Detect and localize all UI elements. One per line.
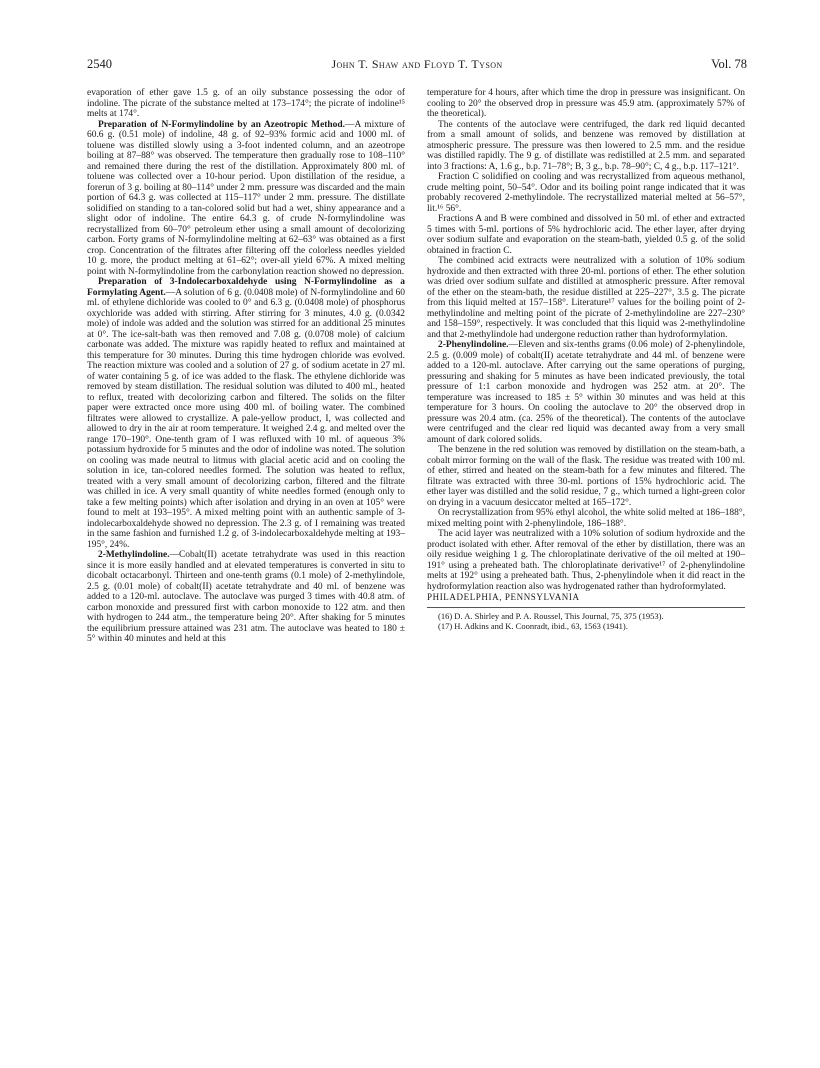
running-title: John T. Shaw and Floyd T. Tyson xyxy=(331,57,503,71)
footnotes xyxy=(427,611,745,631)
paragraph-text: Fractions A and B were combined and dissolved in 50 ml. of ether and extracted 5 times with 5-ml. portions of 5% hydrochloric acid. The ether layer, after drying over sodium sulfate and evaporation on the steam-bath, yielded 0.5 g. of the solid obtained in fraction C. xyxy=(427,214,745,256)
paragraph-text: The combined acid extracts were neutralized with a solution of 10% sodium hydroxide and then extracted with three 20-ml. portions of ether. The ether solution was dried over sodium sulfate and distilled at atmospheric pressure. After removal of the ether on the steam-bath, the residue distilled at 225–227°, 3.5 g. The picrate from this liquid melted at 157–158°. Literature¹⁷ values for the boiling point of 2-methylindoline and melting point of the picrate of 2-methylindoline are 227–230° and 158–159°, respectively. It was concluded that this liquid was 2-methylindoline and that 2-methylindole had undergone reduction rather than hydroformylation. xyxy=(427,256,745,340)
paragraph-text: —Cobalt(II) acetate tetrahydrate was used in this reaction since it is more easily handled and at elevated temperatures is converted in situ to dicobalt octacarbonyl. Thirteen and one-tenth grams (0.1 mole) of 2-methylindole, 2.5 g. (0.01 mole) of cobalt(II) acetate tetrahydrate and 40 ml. of benzene was added to a 120-ml. autoclave. The autoclave was purged 3 times with 40.8 atm. of carbon monoxide and pressured first with carbon monoxide to 122 atm. and then with hydrogen to 244 atm., the temperature being 20°. After shaking for 5 minutes the equilibrium pressure attained was 231 atm. The autoclave was heated to 180 ± 5° within 40 minutes and held at this xyxy=(87,550,405,644)
paragraph xyxy=(427,214,745,256)
page-number: 2540 xyxy=(87,57,112,71)
location-signature: PHILADELPHIA, PENNSYLVANIA xyxy=(427,592,580,602)
paragraph-text: On recrystallization from 95% ethyl alcohol, the white solid melted at 186–188°, mixed melting point with 2-phenylindole, 186–188°. xyxy=(427,508,745,529)
paragraph-text: Fraction C solidified on cooling and was recrystallized from aqueous methanol, crude melting point, 50–54°. Odor and its boiling point range indicated that it was probably recovered 2-methylindole. The recrystallized material melted at 56–57°, lit.¹⁶ 56°. xyxy=(427,172,745,214)
paragraph-text: —Eleven and six-tenths grams (0.06 mole) of 2-phenylindole, 2.5 g. (0.009 mole) of cobalt(II) acetate tetrahydrate and 44 ml. of benzene were added to a 120-ml. autoclave. After carrying out the same operations of purging, pressuring and shaking for 5 minutes as have been indicated previously, the total pressure of 1:1 carbon monoxide and hydrogen was 252 atm. at 20°. The temperature was increased to 185 ± 5° within 30 minutes and was held at this temperature for 3 hours. On cooling the autoclave to 20° the observed drop in pressure was 20.4 atm. (ca. 25% of the theoretical). The contents of the autoclave were centrifuged and the clear red liquid was decanted away from a very small amount of dark colored solids. xyxy=(427,340,745,445)
footnote-rule xyxy=(427,607,745,608)
footnote: (16) D. A. Shirley and P. A. Roussel, This Journal, 75, 375 (1953). xyxy=(438,610,664,621)
section-heading: Preparation of N-Formylindoline by an Azeotropic Method. xyxy=(98,119,346,130)
section-heading: 2-Phenylindoline. xyxy=(438,340,509,350)
paragraph-text: The acid layer was neutralized with a 10% solution of sodium hydroxide and the product isolated with ether. After removal of the ether by distillation, there was an oily residue weighing 1 g. The chloroplatinate derivative of the oil melted at 190–191° using a preheated bath. The chloroplatinate derivative¹⁷ of 2-phenylindoline melts at 192° using a preheated bath. Thus, 2-phenylindole when it did react in the hydroformylation reaction also was hydrogenated rather than hydroformylated. xyxy=(427,529,745,592)
paragraph xyxy=(427,88,745,120)
paragraph xyxy=(427,172,745,214)
paragraph xyxy=(87,277,405,550)
paragraph xyxy=(427,120,745,173)
paragraph-text: The contents of the autoclave were centrifuged, the dark red liquid decanted from a small amount of solids, and benzene was removed by distillation at atmospheric pressure. The pressure was then lowered to 2.5 mm. and the residue was distilled rapidly. The 9 g. of distillate was redistilled at 2.5 mm. and separated into 3 fractions: A, 1.6 g., b.p. 71–78°; B, 3 g., b.p. 78–90°; C, 4 g., b.p. 117–121°. xyxy=(427,119,745,172)
right-column xyxy=(427,88,745,631)
paragraph xyxy=(427,256,745,340)
paragraph xyxy=(427,529,745,592)
page-header xyxy=(87,57,747,75)
paragraph xyxy=(87,550,405,645)
volume-label: Vol. 78 xyxy=(711,57,747,71)
paragraph-text: evaporation of ether gave 1.5 g. of an oily substance possessing the odor of indoline. The picrate of the substance melted at 173–174°; the picrate of indoline¹⁵ melts at 174°. xyxy=(87,88,405,119)
section-heading: Preparation of 3-Indolecarboxaldehyde using N-Formylindoline as a Formylating Agent. xyxy=(87,277,405,298)
right-column-body xyxy=(427,88,745,592)
paragraph xyxy=(87,120,405,278)
paragraph-text: —A solution of 6 g. (0.0408 mole) of N-formylindoline and 60 ml. of ethylene dichloride was cooled to 0° and 6.3 g. (0.0408 mole) of phosphorus oxychloride was added with stirring. After stirring for 3 minutes, 4.0 g. (0.0342 mole) of indole was added and the solution was stirred for an additional 25 minutes at 0°. The ice-salt-bath was then removed and 7.08 g. (0.0708 mole) of calcium carbonate was added. The mixture was rapidly heated to reflux and maintained at this temperature for 30 minutes. During this time hydrogen chloride was evolved. The reaction mixture was cooled and a solution of 27 g. of sodium acetate in 27 ml. of water containing 5 g. of ice was added to the flask. The ethylene dichloride was removed by steam distillation. The residual solution was diluted to 400 ml., heated to reflux, treated with decolorizing carbon and filtered. The solids on the filter paper were extracted once more using 400 ml. of boiling water. The combined filtrates were allowed to crystallize. A pale-yellow product, I, was collected and allowed to dry in the air at room temperature. It weighed 2.4 g. and melted over the range 170–190°. One-tenth gram of I was refluxed with 10 ml. of aqueous 3% potassium hydroxide for 5 minutes and the odor of indoline was noted. The solution on cooling was made neutral to litmus with glacial acetic acid and on cooling the solution in ice, tan-colored needles formed. The solution was heated to reflux, treated with a very small amount of decolorizing carbon, filtered and the filtrate was chilled in ice. A very small quantity of white needles formed (enough only to take a few melting points) which after isolation and drying in an oven at 105° were found to melt at 193–195°. A mixed melting point with an authentic sample of 3-indolecarboxaldehyde showed no depression. The 2.3 g. of I remaining was treated in the same fashion and furnished 1.2 g. of 3-indolecarboxaldehyde melting at 193–195°, 24%. xyxy=(87,287,405,550)
paragraph-text: The benzene in the red solution was removed by distillation on the steam-bath, a cobalt mirror forming on the wall of the flask. The residue was treated with 100 ml. of ether, stirred and heated on the steam-bath for a few minutes and filtered. The filtrate was extracted with three 30-ml. portions of 15% hydrochloric acid. The ether layer was distilled and the solid residue, 7 g., which turned a light-green color on drying in a vacuum desiccator melted at 165–172°. xyxy=(427,445,745,508)
paragraph xyxy=(427,340,745,445)
paragraph-text: —A mixture of 60.6 g. (0.51 mole) of indoline, 48 g. of 92–93% formic acid and 1000 ml. of toluene was distilled slowly using a 3-foot indented column, and an azeotrope boiling at 87–88° was observed. The temperature then gradually rose to 108–110° and remained there during the rest of the distillation. Approximately 800 ml. of toluene was collected over a 10-hour period. Upon distillation of the residue, a forerun of 3 g. boiling at 80–114° under 2 mm. pressure was discarded and the main portion of 64.3 g. was collected at 115–117° under 2 mm. pressure. The distillate solidified on standing to a tan-colored solid but had a wet, shiny appearance and a slight odor of indoline. The entire 64.3 g. of crude N-formylindoline was recrystallized from 60–70° petroleum ether using a small amount of decolorizing carbon. Forty grams of N-formylindoline melting at 62–63° was obtained as a first crop. Concentration of the filtrates after filtering off the colorless needles yielded 10 g. more, the product melting at 61–62°; over-all yield 67%. A mixed melting point with N-formylindoline from the carbonylation reaction showed no depression. xyxy=(87,119,406,277)
paragraph xyxy=(427,508,745,529)
paragraph-text: temperature for 4 hours, after which time the drop in pressure was insignificant. On cooling to 20° the observed drop in pressure was 45.9 atm. (approximately 57% of the theoretical). xyxy=(427,88,745,119)
section-heading: 2-Methylindoline. xyxy=(98,550,170,560)
paragraph xyxy=(87,88,405,120)
footnote: (17) H. Adkins and K. Coonradt, ibid., 63, 1563 (1941). xyxy=(438,620,628,631)
left-column xyxy=(87,88,405,645)
paragraph xyxy=(427,445,745,508)
